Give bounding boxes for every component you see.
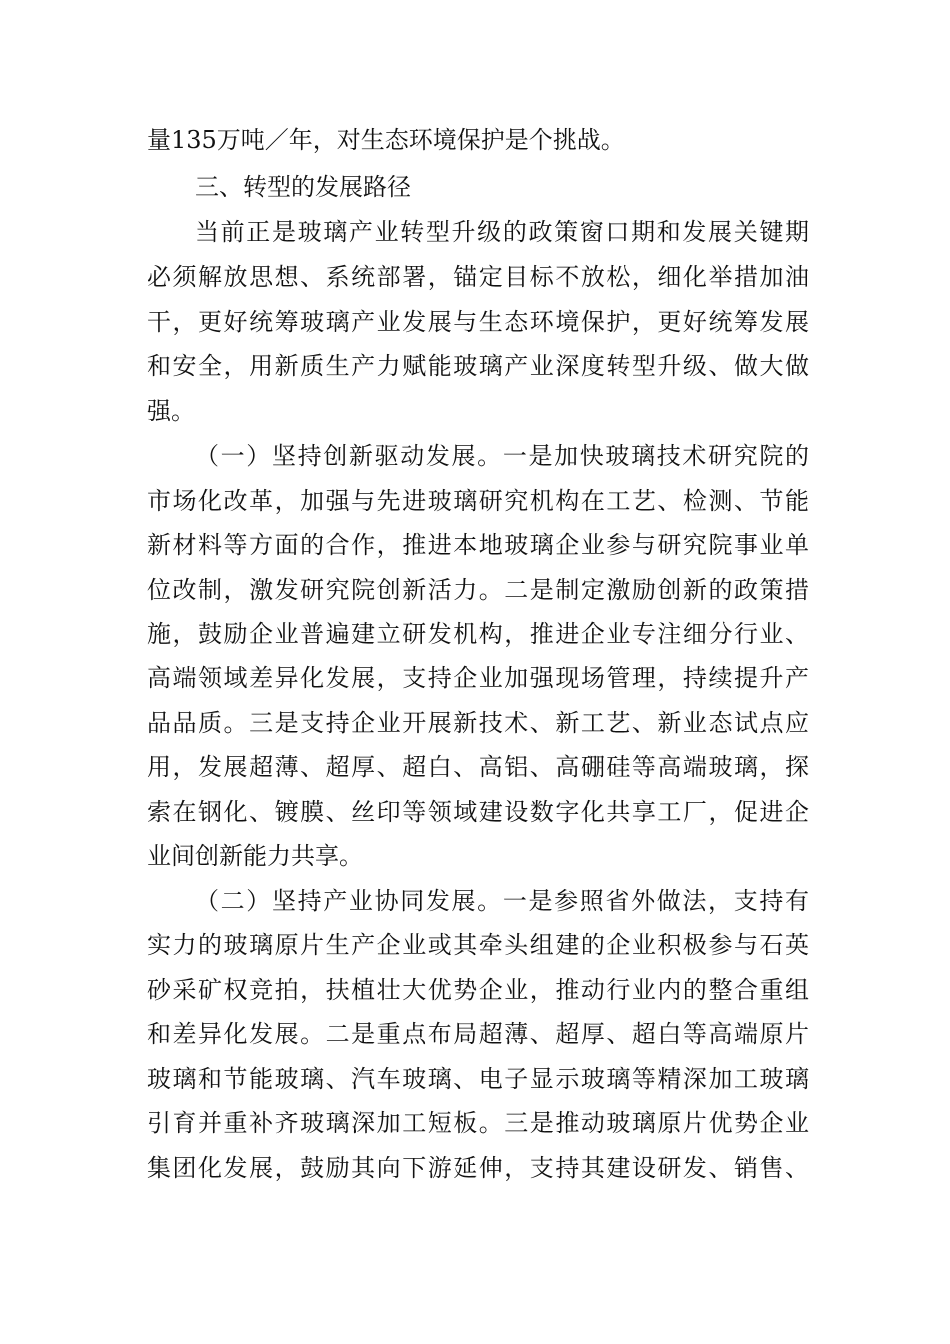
body-line-20: 和差异化发展。二是重点布局超薄、超厚、超白等高端原片: [147, 1020, 809, 1048]
body-line-3: 必须解放思想、系统部署，锚定目标不放松，细化举措加油: [147, 263, 809, 291]
body-line-1: 量135万吨／年，对生态环境保护是个挑战。: [147, 126, 625, 154]
body-line-16: 业间创新能力共享。: [147, 842, 363, 870]
body-line-15: 索在钢化、镀膜、丝印等领域建设数字化共享工厂，促进企: [147, 798, 809, 826]
body-line-8: 市场化改革，加强与先进玻璃研究机构在工艺、检测、节能: [147, 487, 809, 515]
body-line-6: 强。: [147, 397, 195, 425]
body-line-14: 用，发展超薄、超厚、超白、高铝、高硼硅等高端玻璃，探: [147, 753, 809, 781]
body-line-13: 品品质。三是支持企业开展新技术、新工艺、新业态试点应: [147, 709, 809, 737]
body-line-5: 和安全，用新质生产力赋能玻璃产业深度转型升级、做大做: [147, 352, 809, 380]
body-line-11: 施，鼓励企业普遍建立研发机构，推进企业专注细分行业、: [147, 620, 809, 648]
body-line-22: 引育并重补齐玻璃深加工短板。三是推动玻璃原片优势企业: [147, 1109, 809, 1137]
body-line-19: 砂采矿权竞拍，扶植壮大优势企业，推动行业内的整合重组: [147, 976, 809, 1004]
section-heading: 三、转型的发展路径: [195, 173, 411, 201]
body-line-17: （二）坚持产业协同发展。一是参照省外做法，支持有: [195, 887, 809, 915]
body-line-2: 当前正是玻璃产业转型升级的政策窗口期和发展关键期: [195, 218, 809, 246]
body-line-21: 玻璃和节能玻璃、汽车玻璃、电子显示玻璃等精深加工玻璃: [147, 1065, 809, 1093]
body-line-18: 实力的玻璃原片生产企业或其牵头组建的企业积极参与石英: [147, 931, 809, 959]
body-line-4: 干，更好统筹玻璃产业发展与生态环境保护，更好统筹发展: [147, 308, 809, 336]
body-line-9: 新材料等方面的合作，推进本地玻璃企业参与研究院事业单: [147, 531, 809, 559]
body-line-7: （一）坚持创新驱动发展。一是加快玻璃技术研究院的: [195, 442, 809, 470]
body-line-23: 集团化发展，鼓励其向下游延伸，支持其建设研发、销售、: [147, 1154, 809, 1182]
body-line-12: 高端领域差异化发展，支持企业加强现场管理，持续提升产: [147, 664, 809, 692]
body-line-10: 位改制，激发研究院创新活力。二是制定激励创新的政策措: [147, 576, 809, 604]
